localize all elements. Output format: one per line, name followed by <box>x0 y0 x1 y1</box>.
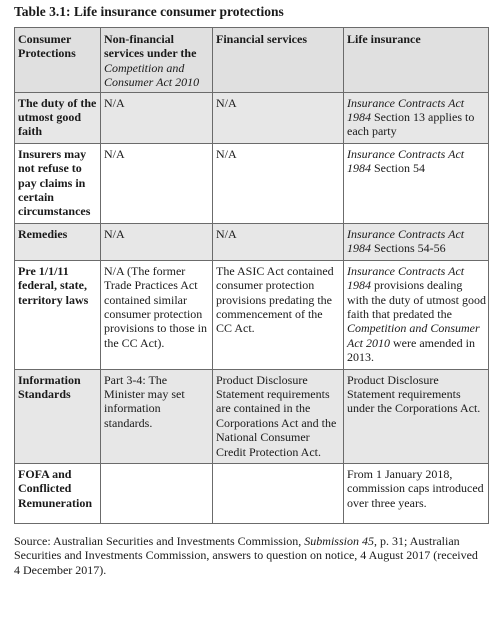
cell-financial <box>213 463 344 523</box>
source-prefix: Source: Australian Securities and Investments Commission, <box>14 533 305 548</box>
cell-text: were amended in 2013. <box>347 335 475 365</box>
row-heading: Pre 1/1/11 federal, state, territory laws <box>15 260 101 369</box>
table-row <box>15 463 489 523</box>
act-citation: Insurance Contracts Act 1984 <box>347 226 465 256</box>
row-heading: FOFA and Conflicted Remuneration <box>15 463 101 523</box>
row-heading: The duty of the utmost good faith <box>15 92 101 143</box>
act-citation: Competition and Consumer Act 2010 <box>347 321 480 350</box>
cell-life-insurance <box>344 143 489 223</box>
header-non-financial-act: Competition and Consumer Act 2010 <box>104 60 200 90</box>
cell-non-financial: N/A <box>101 92 213 143</box>
source-suffix: , p. 31; Australian Securities and Investments Commission, answers to question on notice, 4 August 2017 (received 4 December 2017). <box>14 533 478 577</box>
cell-financial: The ASIC Act contained consumer protection provisions predating the commencement of the CC Act. <box>213 260 344 369</box>
act-citation: Insurance Contracts Act 1984 <box>347 263 465 293</box>
cell-non-financial: N/A <box>101 223 213 260</box>
cell-text: Section 54 <box>371 161 425 176</box>
cell-life-insurance: From 1 January 2018, commission caps introduced over three years. <box>344 463 489 523</box>
cell-non-financial: N/A (The former Trade Practices Act contained similar consumer protection provisions to those in the CC Act). <box>101 260 213 369</box>
cell-life-insurance: Product Disclosure Statement requirements under the Corporations Act. <box>344 369 489 463</box>
cell-financial: Product Disclosure Statement requirements are contained in the Corporations Act and the National Consumer Credit Protection Act. <box>213 369 344 463</box>
consumer-protections-table <box>14 27 489 524</box>
cell-non-financial: N/A <box>101 143 213 223</box>
header-non-financial-label: Non-financial services under the <box>104 32 197 61</box>
cell-life-insurance <box>344 92 489 143</box>
cell-text: Sections 54-56 <box>371 241 446 256</box>
document-page <box>14 4 488 577</box>
cell-financial: N/A <box>213 223 344 260</box>
table-row <box>15 143 489 223</box>
header-financial-services: Financial services <box>213 28 344 93</box>
source-note <box>14 534 486 577</box>
table-row <box>15 260 489 369</box>
table-caption: Table 3.1: Life insurance consumer protections <box>14 4 284 19</box>
row-heading: Information Standards <box>15 369 101 463</box>
cell-text: provisions dealing with the duty of utmost good faith that predated the <box>347 278 486 321</box>
cell-life-insurance <box>344 223 489 260</box>
source-italic: Submission 45 <box>304 533 374 548</box>
table-header-row <box>15 28 489 93</box>
cell-non-financial: Part 3-4: The Minister may set information standards. <box>101 369 213 463</box>
row-heading: Insurers may not refuse to pay claims in certain circumstances <box>15 143 101 223</box>
act-citation: Insurance Contracts Act 1984 <box>347 95 465 125</box>
table-row <box>15 369 489 463</box>
header-life-insurance: Life insurance <box>344 28 489 93</box>
cell-non-financial <box>101 463 213 523</box>
header-non-financial-services <box>101 28 213 93</box>
act-citation: Insurance Contracts Act 1984 <box>347 146 465 176</box>
table-row <box>15 223 489 260</box>
cell-financial: N/A <box>213 143 344 223</box>
cell-text: Section 13 applies to each party <box>347 110 475 139</box>
header-consumer-protections: Consumer Protections <box>15 28 101 93</box>
cell-financial: N/A <box>213 92 344 143</box>
cell-life-insurance <box>344 260 489 369</box>
row-heading: Remedies <box>15 223 101 260</box>
table-row <box>15 92 489 143</box>
